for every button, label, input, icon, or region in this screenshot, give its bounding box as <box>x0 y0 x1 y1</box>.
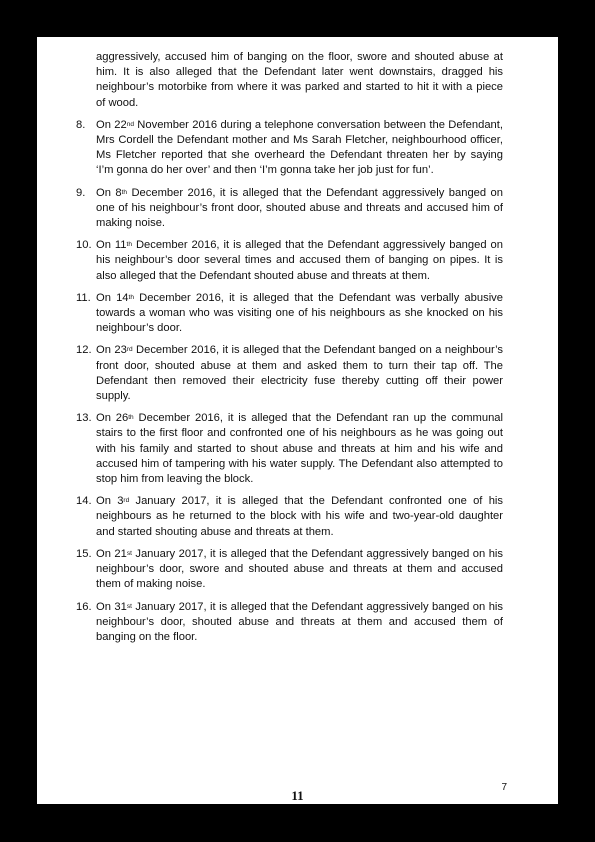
paragraph-text <box>96 411 503 487</box>
paragraph-text <box>96 600 503 646</box>
paragraph-text-rest: December 2016, it is alleged that the Defendant was verbally abusive towards a woman who was visiting one of his neighbours as she knocked on his neighbour’s door. <box>96 291 503 335</box>
document-page <box>37 37 558 804</box>
document-body <box>37 50 558 652</box>
numbered-paragraph <box>37 118 558 179</box>
paragraph-number: 15. <box>76 547 92 560</box>
paragraph-text-start: aggressively, accused him of banging on the floor, swore and shouted abuse at him. It is also alleged that the Defendant later went downstairs, dragged his neighbour’s motorbike from where it was parked and started to hit it with a piece of wood. <box>96 51 503 109</box>
paragraph-text-start: On 8 <box>96 186 122 199</box>
paragraph-text-start: On 3 <box>96 495 124 508</box>
ordinal-suffix: th <box>128 293 134 301</box>
ordinal-suffix: rd <box>126 346 133 354</box>
numbered-paragraph <box>37 494 558 540</box>
paragraph-text-rest: January 2017, it is alleged that the Defendant aggressively banged on his neighbour’s door, swore and shouted abuse and threats at them and accused them of making noise. <box>96 547 503 591</box>
paragraph-continuation <box>37 50 558 111</box>
ordinal-suffix: nd <box>126 120 134 128</box>
paragraph-text-start: On 11 <box>96 239 127 252</box>
paragraph-text <box>96 186 503 232</box>
ordinal-suffix: th <box>121 188 128 196</box>
numbered-paragraph <box>37 411 558 487</box>
ordinal-suffix: th <box>128 414 134 422</box>
paragraph-text-rest: December 2016, it is alleged that the Defendant ran up the communal stairs to the first floor and confronted one of his neighbours as he was going out with his family and started to shout abuse and threats at him and his wife and accused him of tampering with his water supply. The Defendant also attempted to stop him from leaving the block. <box>96 412 503 486</box>
ordinal-suffix: th <box>126 241 132 249</box>
paragraph-text <box>96 494 503 540</box>
numbered-paragraph <box>37 547 558 593</box>
paragraph-number: 13. <box>76 412 92 425</box>
paragraph-number: 10. <box>76 239 92 252</box>
paragraph-text-start: On 21 <box>96 547 127 560</box>
paragraph-number: 9. <box>76 186 86 199</box>
paragraph-text-start: On 22 <box>96 118 127 131</box>
paragraph-text-rest: January 2017, it is alleged that the Defendant aggressively banged on his neighbour’s door, shouted abuse and threats at them and accused them of banging on the floor. <box>96 600 503 643</box>
paragraph-text-start: On 14 <box>96 291 129 304</box>
paragraph-number: 16. <box>76 600 92 613</box>
paragraph-number: 12. <box>76 344 92 357</box>
paragraph-text-rest: December 2016, it is alleged that the Defendant banged on a neighbour’s front door, shouted abuse at them and asked them to turn their tap off. The Defendant then removed their electricity fuse thereby cutting off their power supply. <box>96 344 503 403</box>
paragraph-text <box>96 50 503 111</box>
paragraph-number: 11. <box>76 291 91 304</box>
numbered-paragraph <box>37 186 558 232</box>
ordinal-suffix: st <box>126 602 132 610</box>
numbered-paragraph <box>37 238 558 284</box>
paragraph-text <box>96 238 503 284</box>
paragraph-text-rest: December 2016, it is alleged that the Defendant aggressively banged on one of his neighbour’s front door, shouted abuse and threats and accused him of making noise. <box>96 186 503 230</box>
paragraph-text-start: On 23 <box>96 344 127 357</box>
paragraph-number: 14. <box>76 495 92 508</box>
paragraph-text-rest: December 2016, it is alleged that the Defendant aggressively banged on his neighbour’s door several times and accused them of banging on pipes. It is also alleged that the Defendant shouted abuse and threats at them. <box>96 239 503 282</box>
paragraph-text <box>96 343 503 404</box>
ordinal-suffix: st <box>126 549 132 557</box>
page-number-center: 11 <box>291 788 304 803</box>
numbered-paragraph <box>37 291 558 337</box>
paragraph-text <box>96 291 503 337</box>
page-number-right: 7 <box>501 782 507 793</box>
paragraph-text-rest: January 2017, it is alleged that the Defendant confronted one of his neighbours as he returned to the block with his wife and two-year-old daughter and started shouting abuse and threats at them. <box>96 495 503 538</box>
ordinal-suffix: rd <box>123 497 130 505</box>
paragraph-text-start: On 31 <box>96 600 127 613</box>
paragraph-text-start: On 26 <box>96 412 129 425</box>
numbered-paragraph <box>37 343 558 404</box>
paragraph-number: 8. <box>76 118 86 131</box>
paragraph-text <box>96 118 503 179</box>
paragraph-text <box>96 547 503 593</box>
paragraph-text-rest: November 2016 during a telephone conversation between the Defendant, Mrs Cordell the Defendant mother and Ms Sarah Fletcher, neighbourhood officer, Ms Fletcher reported that she overheard the Defendant threaten her by saying ‘I’m gonna do her over’ and then ‘I’m gonna take her job just for fun’. <box>96 118 503 177</box>
numbered-paragraph <box>37 600 558 646</box>
